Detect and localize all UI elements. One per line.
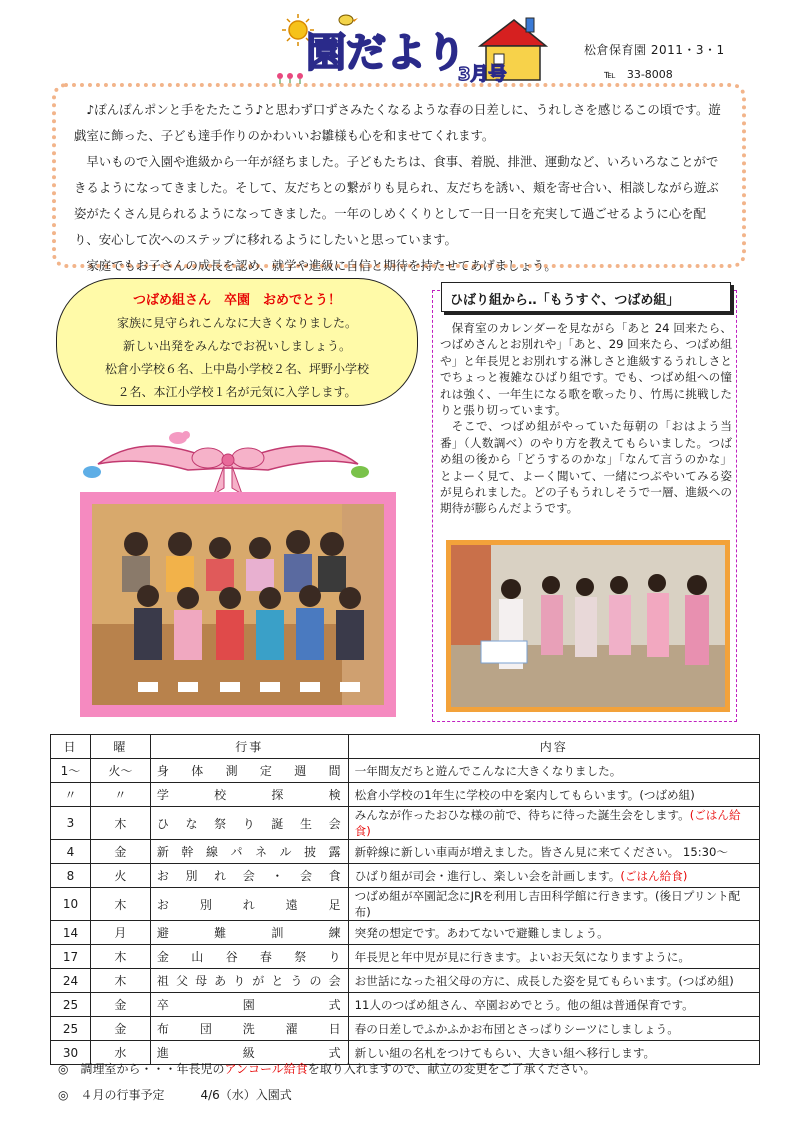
detail-text: 11人のつばめ組さん、卒園おめでとう。他の組は普通保育です。 (354, 997, 694, 1012)
detail-text: 松倉小学校の1年生に学校の中を案内してもらいます。(つばめ組) (354, 787, 695, 802)
schedule-weekday-cell: 金 (90, 1017, 150, 1041)
schedule-day-cell: 10 (51, 888, 91, 921)
schedule-weekday-cell: 水 (90, 1041, 150, 1065)
header-event: 行事 (150, 735, 348, 759)
table-row (51, 945, 760, 969)
schedule-detail-cell (348, 921, 759, 945)
schedule-day-cell: 8 (51, 864, 91, 888)
graduation-line: 家族に見守られこんなに大きくなりました。 (116, 316, 357, 330)
schedule-detail-cell (348, 783, 759, 807)
schedule-day-cell: 14 (51, 921, 91, 945)
tel-number: 33-8008 (626, 68, 673, 81)
detail-text: 新幹線に新しい車両が増えました。皆さん見に来てください。 15:30～ (354, 844, 728, 859)
bird-icon (339, 15, 358, 25)
schedule-event-cell: 祖父母ありがとうの会 (150, 969, 348, 993)
children-classroom-illustration (451, 545, 725, 707)
hibari-photo-frame (446, 540, 730, 712)
schedule-event-cell: お別れ会・会食 (150, 864, 348, 888)
schedule-day-cell: 1～ (51, 759, 91, 783)
schedule-weekday-cell: 火～ (90, 759, 150, 783)
note1-suffix: を取り入れますので、献立の変更をご了承ください。 (307, 1062, 596, 1076)
schedule-event-cell: 避難訓練 (150, 921, 348, 945)
detail-text: みんなが作ったおひな様の前で、待ちに待った誕生会をします。 (354, 808, 690, 822)
graduation-title: つばめ組さん 卒園 おめでとう！ (132, 293, 341, 308)
org-date-line: 松倉保育園 2011・3・1 (584, 43, 725, 57)
schedule-weekday-cell: 木 (90, 807, 150, 840)
page-header (0, 0, 794, 84)
schedule-weekday-cell: 金 (90, 840, 150, 864)
schedule-weekday-cell: 木 (90, 969, 150, 993)
ribbon-decoration (78, 424, 378, 500)
table-header-row (51, 735, 760, 759)
schedule-detail-cell (348, 888, 759, 921)
events-schedule-table (50, 734, 760, 1065)
newsletter-logo (268, 8, 548, 84)
intro-paragraph: ♪ぽんぽんポンと手をたたこう♪と思わず口ずさみたくなるような春の日差しに、うれしさを感じるこの頃です。遊戯室に飾った、子ども達手作りのかわいいお雛様も心を和ませてくれます。 (74, 102, 721, 143)
graduation-line: 新しい出発をみんなでお祝いしましょう。 (122, 339, 351, 353)
hibari-section-text (440, 320, 732, 517)
detail-text: 新しい組の名札をつけてもらい、大きい組へ移行します。 (354, 1045, 656, 1060)
detail-text: お世話になった祖父母の方に、成長した姿を見てもらいます。(つばめ組) (354, 973, 734, 988)
table-row (51, 759, 760, 783)
footnote-april-events: ◎ ４月の行事予定 4/6（水）入園式 (58, 1088, 292, 1102)
hibari-section-header: ひばり組から‥「もうすぐ、つばめ組」 (441, 282, 731, 312)
schedule-event-cell: 卒園式 (150, 993, 348, 1017)
graduates-photo-frame (80, 492, 396, 717)
meal-note: (ごはん給食) (620, 868, 688, 883)
telephone-line (604, 66, 673, 82)
schedule-weekday-cell: 〃 (90, 783, 150, 807)
footnote-kitchen (58, 1060, 596, 1077)
note1-prefix: ◎ 調理室から・・・年長児の (58, 1062, 225, 1076)
hibari-photo (451, 545, 725, 707)
schedule-day-cell: 30 (51, 1041, 91, 1065)
detail-text: 年長児と年中児が見に行きます。よいお天気になりますように。 (354, 949, 690, 964)
bird-icon (83, 466, 101, 478)
table-row (51, 969, 760, 993)
table-row (51, 888, 760, 921)
meal-note: (ごはん給食) (354, 808, 741, 838)
detail-text: 突発の想定です。あわてないで避難しましょう。 (354, 925, 609, 940)
header-day: 日 (51, 735, 91, 759)
schedule-day-cell: 25 (51, 993, 91, 1017)
intro-paragraph: 早いもので入園や進級から一年が経ちました。子どもたちは、食事、着脱、排泄、運動など、いろいろなことができるようになってきました。そして、友だちとの繋がりも見られ、友だちを誘い、頬を寄せ合い、相談しながら遊ぶ姿がたくさん見られるようになってきました。一年のしめくくりとして一日一日を充実して過ごせるように心を配り、安心して次へのステップに移れるようにしたいと思っています。 (74, 154, 719, 247)
table-row (51, 783, 760, 807)
schedule-event-cell: 身体測定週間 (150, 759, 348, 783)
schedule-detail-cell (348, 969, 759, 993)
schedule-day-cell: 24 (51, 969, 91, 993)
schedule-detail-cell (348, 1017, 759, 1041)
note1-highlight: アンコール給食 (224, 1062, 308, 1076)
schedule-event-cell: 学校探検 (150, 783, 348, 807)
schedule-day-cell: 17 (51, 945, 91, 969)
hibari-paragraph: そこで、つばめ組がやっていた毎朝の「おはよう当番」（人数調べ）のやり方を教えてもらいました。つばめ組の後から「どうするのかな」「なんて言うのかな」とよーく見て、よーく聞いて、一緒につぶやいてみる姿が見られました。どの子もうれしそうで一層、進級への期待が膨らんだようです。 (440, 419, 732, 516)
schedule-weekday-cell: 金 (90, 993, 150, 1017)
detail-text: つばめ組が卒園記念にJRを利用し吉田科学館に行きます。(後日プリント配布) (354, 889, 741, 919)
bird-icon (351, 466, 369, 478)
schedule-event-cell: 新幹線パネル披露 (150, 840, 348, 864)
graduation-bubble (56, 278, 418, 406)
schedule-event-cell: 金山谷春祭り (150, 945, 348, 969)
schedule-detail-cell (348, 945, 759, 969)
table-row (51, 921, 760, 945)
schedule-weekday-cell: 月 (90, 921, 150, 945)
schedule-detail-cell (348, 993, 759, 1017)
intro-paragraph: 家庭でもお子さんの成長を認め、就学や進級に自信と期待を持たせてあげましょう。 (86, 258, 557, 273)
detail-text: 一年間友だちと遊んでこんなに大きくなりました。 (354, 763, 622, 778)
schedule-detail-cell (348, 864, 759, 888)
schedule-weekday-cell: 木 (90, 888, 150, 921)
intro-message-box (52, 83, 746, 273)
schedule-day-cell: 3 (51, 807, 91, 840)
logo-title-text: 園だより (306, 29, 466, 76)
graduation-line: 松倉小学校６名、上中島小学校２名、坪野小学校 (104, 362, 369, 376)
table-row (51, 1017, 760, 1041)
schedule-weekday-cell: 木 (90, 945, 150, 969)
header-weekday: 曜 (90, 735, 150, 759)
detail-text: 春の日差しでふかふかお布団とさっぱりシーツにしましょう。 (354, 1021, 679, 1036)
schedule-event-cell: 進級式 (150, 1041, 348, 1065)
bird-icon (169, 431, 190, 444)
schedule-detail-cell (348, 840, 759, 864)
graduation-line: ２名、本江小学校１名が元気に入学します。 (117, 385, 357, 399)
table-row (51, 840, 760, 864)
schedule-day-cell: 4 (51, 840, 91, 864)
schedule-event-cell: お別れ遠足 (150, 888, 348, 921)
schedule-detail-cell (348, 759, 759, 783)
tel-label: ℡ (604, 68, 616, 81)
header-detail: 内容 (348, 735, 759, 759)
table-row (51, 807, 760, 840)
table-row (51, 993, 760, 1017)
schedule-day-cell: 〃 (51, 783, 91, 807)
schedule-day-cell: 25 (51, 1017, 91, 1041)
schedule-weekday-cell: 火 (90, 864, 150, 888)
schedule-event-cell: 布団洗濯日 (150, 1017, 348, 1041)
schedule-detail-cell (348, 807, 759, 840)
detail-text: ひばり組が司会・進行し、楽しい会を計画します。 (354, 868, 621, 883)
schedule-body (51, 759, 760, 1065)
children-group-illustration (92, 504, 384, 705)
hibari-paragraph: 保育室のカレンダーを見ながら「あと 24 回来たら、つばめさんとお別れや」「あと、29 回来たら、つばめ組や」と年長児とお別れする淋しさと進級するうれしさとでちょっと複雑なひばり組です。でも、つばめ組への憧れは強く、一年生になる歌を歌ったり、竹馬に挑戦したりと張り切っています。 (440, 321, 732, 418)
schedule-event-cell: ひな祭り誕生会 (150, 807, 348, 840)
logo-month-text: 3月号 (458, 64, 507, 84)
graduates-photo (92, 504, 384, 705)
table-row (51, 864, 760, 888)
